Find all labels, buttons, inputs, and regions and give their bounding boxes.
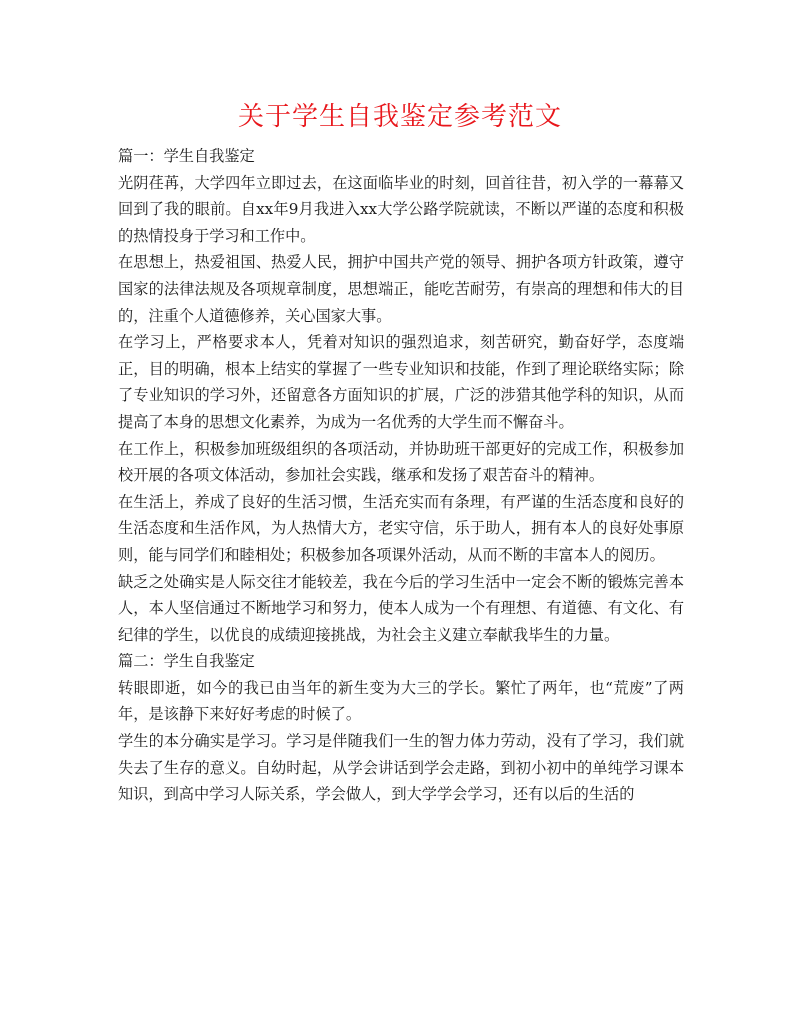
paragraph-transition: 转眼即逝，如今的我已由当年的新生变为大三的学长。繁忙了两年，也“荒废”了两年，是该静下来好好考虑的时候了。 <box>118 678 684 724</box>
paragraph-intro: 光阴荏苒，大学四年立即过去，在这面临毕业的时刻，回首往昔，初入学的一幕幕又回到了我的眼前。自xx年9月我进入xx大学公路学院就读，不断以严谨的态度和积极的热情投身于学习和工作中。 <box>118 173 684 245</box>
paragraph-thought: 在思想上，热爱祖国、热爱人民，拥护中国共产党的领导、拥护各项方针政策，遵守国家的法律法规及各项规章制度，思想端正，能吃苦耐劳，有崇高的理想和伟大的目的，注重个人道德修养，关心国家大事。 <box>118 253 684 325</box>
paragraph-work: 在工作上，积极参加班级组织的各项活动，并协助班干部更好的完成工作，积极参加校开展的各项文体活动，参加社会实践，继承和发扬了艰苦奋斗的精神。 <box>118 439 684 485</box>
paragraph-study: 在学习上，严格要求本人，凭着对知识的强烈追求，刻苦研究，勤奋好学，态度端正，目的明确，根本上结实的掌握了一些专业知识和技能，作到了理论联络实际；除了专业知识的学习外，还留意各方面知识的扩展，广泛的涉猎其他学科的知识，从而提高了本身的思想文化素养，为成为一名优秀的大学生而不懈奋斗。 <box>118 333 684 431</box>
paragraph-learning: 学生的本分确实是学习。学习是伴随我们一生的智力体力劳动，没有了学习，我们就失去了生存的意义。自幼时起，从学会讲话到学会走路，到初小初中的单纯学习课本知识，到高中学习人际关系，学会做人，到大学学会学习，还有以后的生活的 <box>118 732 684 804</box>
section-heading-2: 篇二：学生自我鉴定 <box>118 652 255 671</box>
paragraph-life: 在生活上，养成了良好的生活习惯，生活充实而有条理，有严谨的生活态度和良好的生活态度和生活作风，为人热情大方，老实守信，乐于助人，拥有本人的良好处事原则，能与同学们和睦相处；积极参加各项课外活动，从而不断的丰富本人的阅历。 <box>118 492 684 564</box>
document-title: 关于学生自我鉴定参考范文 <box>237 102 562 132</box>
document-body <box>118 143 684 808</box>
section-heading-1: 篇一：学生自我鉴定 <box>118 147 255 165</box>
paragraph-shortcomings: 缺乏之处确实是人际交往才能较差，我在今后的学习生活中一定会不断的锻炼完善本人，本人坚信通过不断地学习和努力，使本人成为一个有理想、有道德、有文化、有纪律的学生，以优良的成绩迎接挑战，为社会主义建立奉献我毕生的力量。 <box>118 572 684 644</box>
